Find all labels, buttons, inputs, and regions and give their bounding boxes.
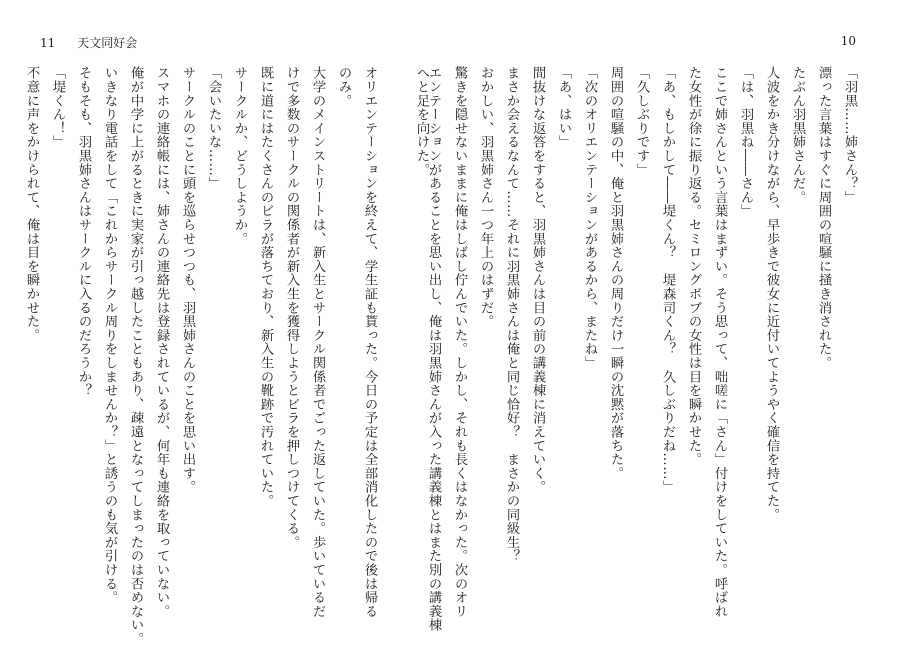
right-page [426,0,900,634]
text-line: そもそも、羽黒姉さんはサークルに入るのだろうか？ [76,66,91,398]
running-title: 天文同好会 [77,36,138,50]
text-line: た女性が徐に振り返る。セミロングボブの女性は目を瞬かせた。 [686,66,701,467]
text-line: 「は、羽黒ね――さん」 [738,66,753,218]
right-page-body [426,66,862,632]
text-line: スマホの連絡帳には、姉さんの連絡先は登録されているが、何年も連絡を取っていない。 [154,66,169,618]
right-page-header [841,34,856,48]
text-line: 「あ、もしかして――堤くん？ 堤森司くん？ 久しぶりだね……」 [660,66,675,494]
text-line: 周囲の喧騒の中、俺と羽黒姉さんの周りだけ一瞬の沈黙が落ちた。 [608,66,623,480]
text-line: 不意に声をかけられて、俺は目を瞬かせた。 [24,66,39,342]
text-line: 「久しぶりです」 [634,66,649,177]
text-line: 人波をかき分けながら、早歩きで彼女に近付いてようやく確信を持てた。 [764,66,779,522]
left-page-header [40,34,137,51]
text-line: サークルのことに頭を巡らせつつも、羽黒姉さんのことを思い出す。 [180,66,195,494]
text-line: 漂った言葉はすぐに周囲の喧騒に掻き消された。 [816,66,831,370]
text-line [382,66,408,606]
text-line: エンテーションがあることを思い出し、俺は羽黒姉さんが入った講義棟とはまた別の講義棟 [426,66,441,632]
text-line: 「羽黒……姉さん？」 [842,66,857,204]
text-line: けで多数のサークルの関係者が新入生を獲得しようとビラを押しつけてくる。 [284,66,299,549]
text-line: いきなり電話をして「これからサークル周りをしませんか？」と誘うのも気が引ける。 [102,66,117,605]
text-line: 驚きを隠せないままに俺はしばし佇んでいた。しかし、それも長くはなかった。次のオリ [452,66,467,618]
text-line: 間抜けな返答をすると、羽黒姉さんは目の前の講義棟に消えていく。 [530,66,545,494]
text-line: へと足を向けた。 [414,66,429,177]
text-line: のみ。 [336,66,351,108]
text-line: たぶん羽黒姉さんだ。 [790,66,805,204]
right-page-number: 10 [840,34,856,48]
text-line: サークルか、どうしようか。 [232,66,247,246]
text-line: 「会いたいな……」 [206,66,221,191]
left-page-number: 11 [40,36,56,50]
text-line: 「あ、はい」 [556,66,571,149]
text-line: 「堤くん！」 [50,66,65,149]
text-line: 俺が中学に上がるときに実家が引っ越したこともあり、疎遠となってしまったのは否めない。 [128,66,143,646]
text-line: まさか会えるなんて……それに羽黒姉さんは俺と同じ恰好？ まさかの同級生？ [504,66,519,563]
text-line: ここで姉さんという言葉はまずい。そう思って、咄嗟に「さん」付けをしていた。呼ばれ [712,66,727,618]
text-line: おかしい、羽黒姉さん一つ年上のはずだ。 [478,66,493,329]
text-line: 大学のメインストリートは、新入生とサークル関係者でごった返していた。歩いているだ [310,66,325,618]
left-page-body [24,66,434,646]
text-line: オリエンテーションを終えて、学生証も貰った。今日の予定は全部消化したので後は帰る [362,66,377,618]
text-line: 既に道にはたくさんのビラが落ちており、新入生の靴跡で汚れていた。 [258,66,273,508]
text-line: 「次のオリエンテーションがあるから、またね」 [582,66,597,370]
